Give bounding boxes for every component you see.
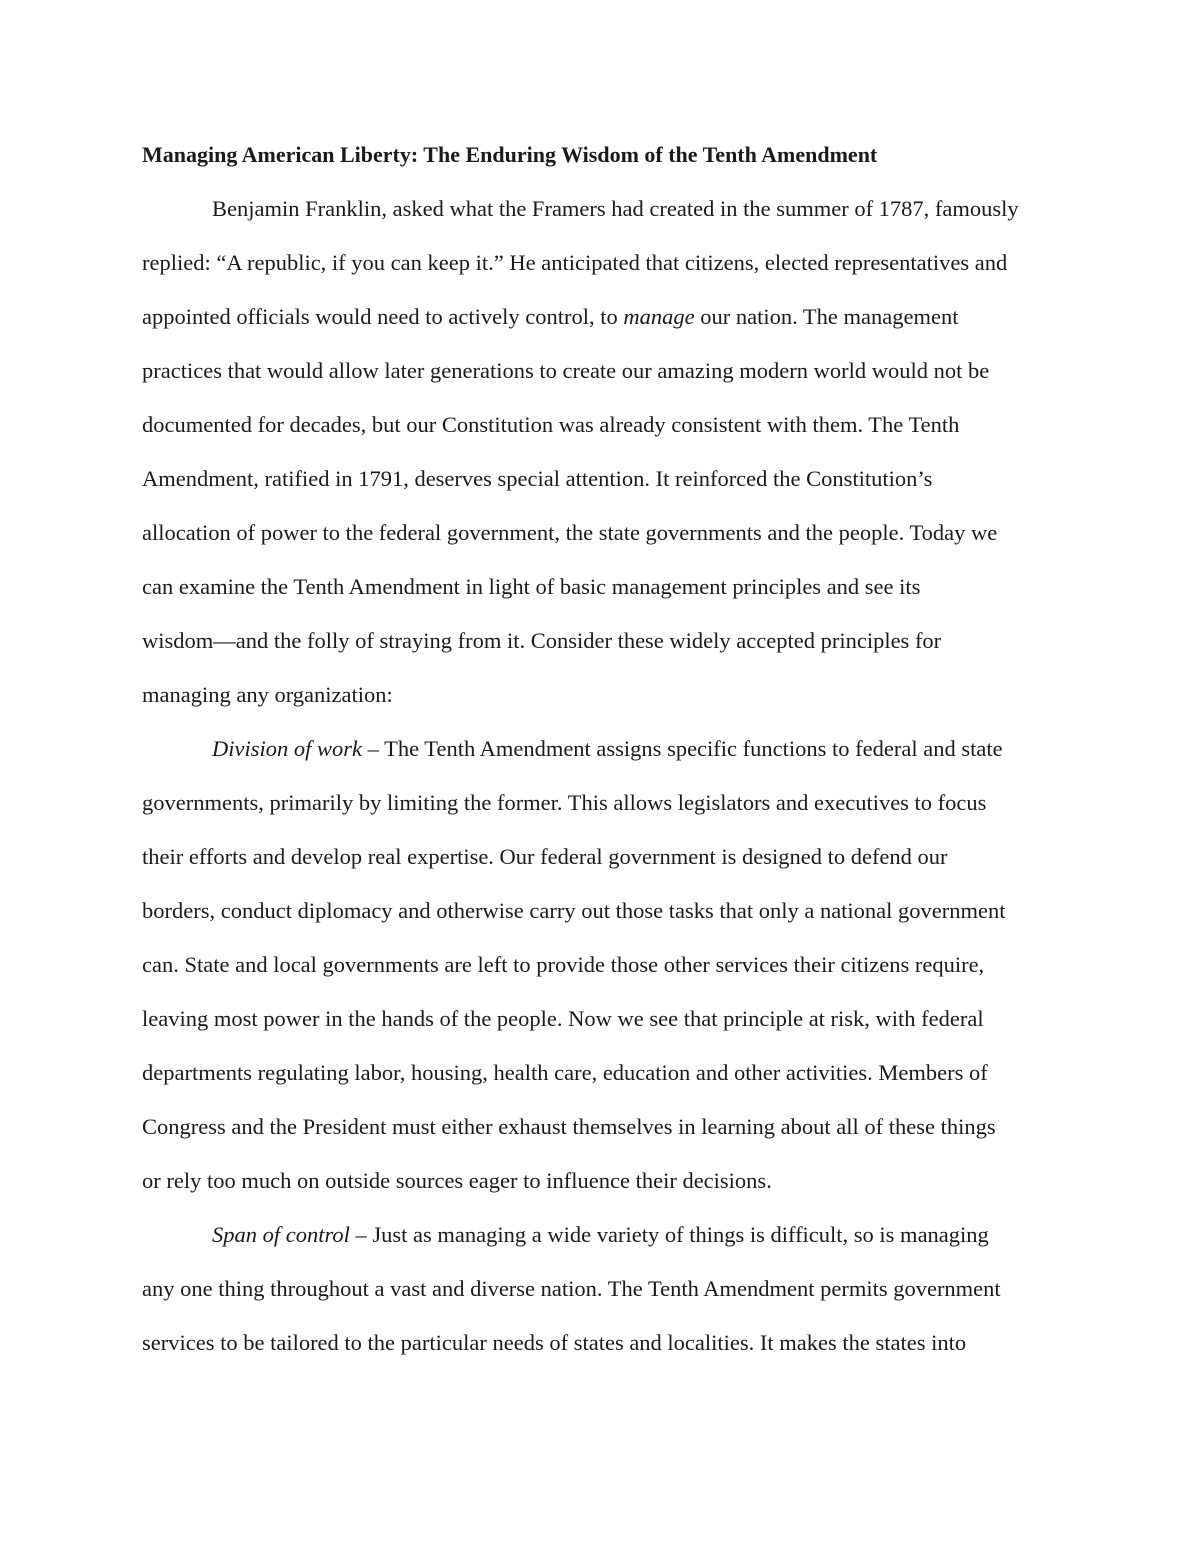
text-segment: – Just as managing a wide variety of things is difficult, so is managing <box>349 1222 989 1247</box>
text-segment: – The Tenth Amendment assigns specific functions to federal and state <box>362 736 1003 761</box>
emphasis-text: manage <box>623 304 695 329</box>
paragraph-3-line-3: services to be tailored to the particular needs of states and localities. It makes the states into <box>142 1330 967 1355</box>
paragraph-2-line-8: Congress and the President must either exhaust themselves in learning about all of these things <box>142 1114 996 1139</box>
paragraph-1-line-4: practices that would allow later generations to create our amazing modern world would not be <box>142 358 990 383</box>
paragraph-2-line-5: can. State and local governments are left to provide those other services their citizens require, <box>142 952 985 977</box>
paragraph-2-line-9: or rely too much on outside sources eager to influence their decisions. <box>142 1168 772 1193</box>
paragraph-1-line-6: Amendment, ratified in 1791, deserves special attention. It reinforced the Constitution’s <box>142 466 933 491</box>
paragraph-2-line-7: departments regulating labor, housing, health care, education and other activities. Members of <box>142 1060 988 1085</box>
paragraph-1-line-8: can examine the Tenth Amendment in light of basic management principles and see its <box>142 574 921 599</box>
paragraph-1-line-9: wisdom—and the folly of straying from it. Consider these widely accepted principles for <box>142 628 942 653</box>
paragraph-1-line-1: Benjamin Franklin, asked what the Framers had created in the summer of 1787, famously <box>212 196 1019 221</box>
document-title: Managing American Liberty: The Enduring Wisdom of the Tenth Amendment <box>142 142 878 167</box>
paragraph-3-line-2: any one thing throughout a vast and diverse nation. The Tenth Amendment permits government <box>142 1276 1001 1301</box>
paragraph-1-line-7: allocation of power to the federal government, the state governments and the people. Today we <box>142 520 998 545</box>
paragraph-2-line-4: borders, conduct diplomacy and otherwise carry out those tasks that only a national government <box>142 898 1006 923</box>
paragraph-1-line-3 <box>142 303 958 331</box>
paragraph-2-line-3: their efforts and develop real expertise. Our federal government is designed to defend our <box>142 844 948 869</box>
section-term: Span of control <box>212 1222 350 1247</box>
paragraph-3-line-1 <box>212 1221 989 1249</box>
paragraph-1-line-5: documented for decades, but our Constitution was already consistent with them. The Tenth <box>142 412 960 437</box>
paragraph-2-line-1 <box>212 735 1003 763</box>
paragraph-1-line-10: managing any organization: <box>142 682 393 707</box>
text-segment: appointed officials would need to actively control, to <box>142 304 624 329</box>
paragraph-1-line-2: replied: “A republic, if you can keep it.” He anticipated that citizens, elected representatives and <box>142 250 1008 275</box>
section-term: Division of work <box>212 736 362 761</box>
text-segment: our nation. The management <box>694 304 959 329</box>
paragraph-2-line-6: leaving most power in the hands of the people. Now we see that principle at risk, with federal <box>142 1006 984 1031</box>
paragraph-2-line-2: governments, primarily by limiting the former. This allows legislators and executives to focus <box>142 790 987 815</box>
